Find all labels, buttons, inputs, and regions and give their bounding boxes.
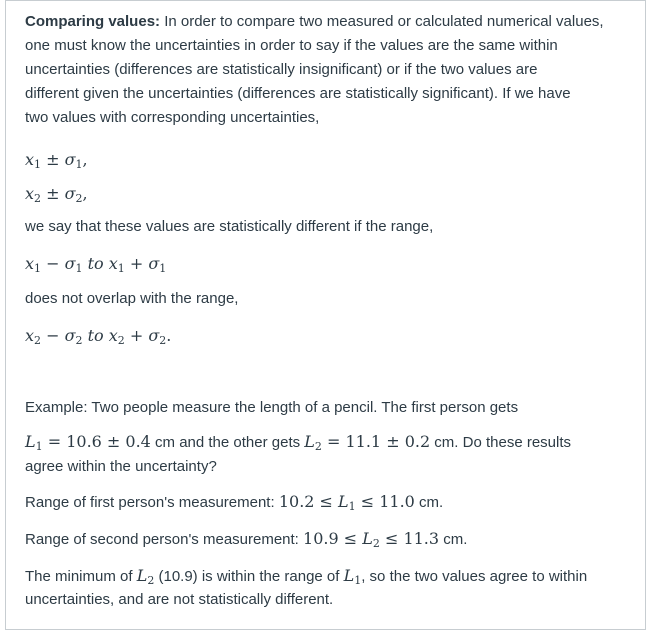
range-first-person: Range of first person's measurement: $10.2 \le L_1 \le 11.0$ cm. — [25, 492, 444, 513]
range-equation-2: $x_2 - \sigma_2$ to $x_2 + \sigma_2$. — [25, 326, 172, 347]
conclusion-line-1: The minimum of $L_2$ (10.9) is within the range of $L_1$, so the two values agree to within — [25, 566, 588, 587]
equation-x1: $x_1 \pm \sigma_1$, — [25, 150, 88, 171]
equation-x2: $x_2 \pm \sigma_2$, — [25, 184, 88, 205]
example-question: agree within the uncertainty? — [25, 458, 217, 475]
range-second-person: Range of second person's measurement: $10.9 \le L_2 \le 11.3$ cm. — [25, 529, 468, 550]
intro-heading: Comparing values: — [25, 13, 161, 30]
range-equation-1: $x_1 - \sigma_1$ to $x_1 + \sigma_1$ — [25, 254, 167, 275]
intro-paragraph: Comparing values: In order to compare two measured or calculated numerical values, one must know the uncertainties in order to say if the values are the same within uncertainties (differences are statistically insignificant) or if the two values are different given the uncertainties (differences are statistically significant). If we have two values with corresponding uncertainties, — [25, 13, 604, 126]
overlap-text: does not overlap with the range, — [25, 290, 239, 307]
example-intro: Example: Two people measure the length of a pencil. The first person gets — [25, 399, 519, 416]
example-values: $L_1 = 10.6 \pm 0.4$ cm and the other gets $L_2 = 11.1 \pm 0.2$ cm. Do these results — [25, 432, 572, 453]
conclusion-line-2: uncertainties, and are not statistically different. — [25, 591, 334, 608]
statement-text: we say that these values are statistically different if the range, — [25, 218, 434, 235]
